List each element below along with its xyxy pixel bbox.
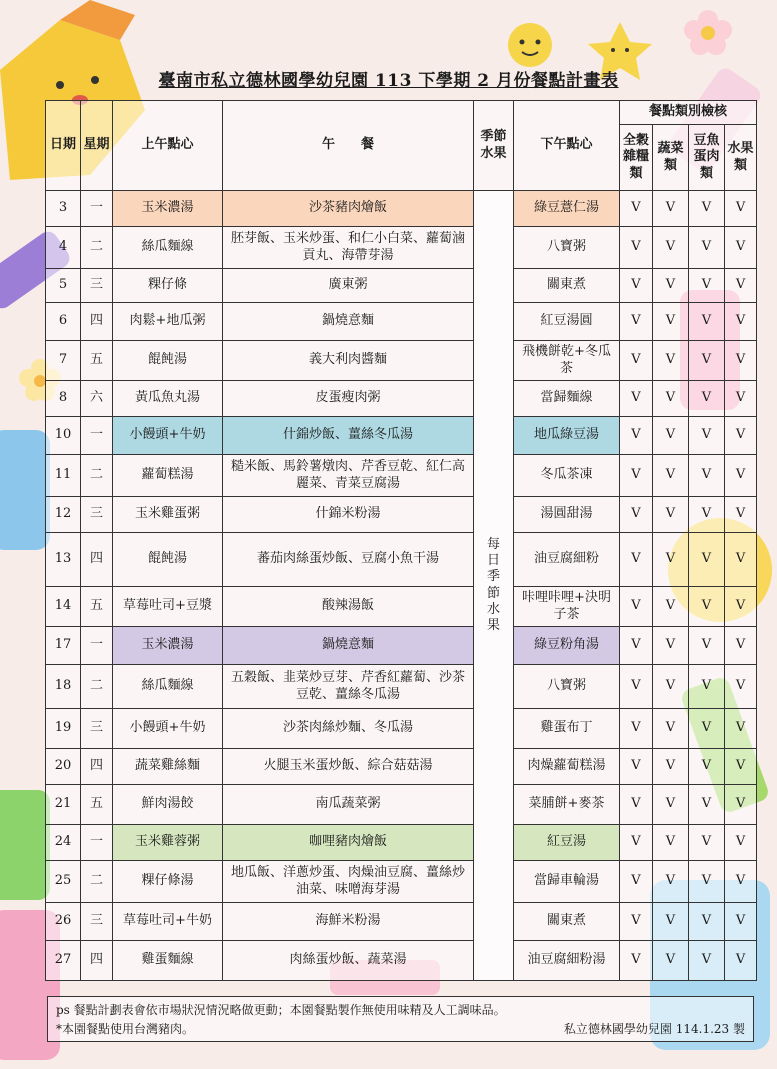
check-mark-cell: V bbox=[689, 941, 725, 981]
morning-snack-cell: 粿仔條 bbox=[113, 269, 223, 303]
date-header: 日期 bbox=[46, 101, 81, 191]
date-cell: 20 bbox=[46, 749, 81, 785]
check-mark-cell: V bbox=[689, 191, 725, 227]
date-cell: 7 bbox=[46, 341, 81, 381]
date-cell: 12 bbox=[46, 497, 81, 533]
weekday-cell: 二 bbox=[81, 227, 113, 269]
check-mark-cell: V bbox=[689, 417, 725, 455]
vegetable-header: 蔬菜類 bbox=[653, 125, 689, 191]
check-mark-cell: V bbox=[725, 341, 757, 381]
morning-snack-header: 上午點心 bbox=[113, 101, 223, 191]
date-cell: 13 bbox=[46, 533, 81, 587]
seasonal-fruit-header: 季節水果 bbox=[474, 101, 514, 191]
afternoon-snack-cell: 肉燥蘿蔔糕湯 bbox=[514, 749, 620, 785]
morning-snack-cell: 玉米濃湯 bbox=[113, 191, 223, 227]
afternoon-snack-cell: 雞蛋布丁 bbox=[514, 709, 620, 749]
check-mark-cell: V bbox=[620, 941, 653, 981]
weekday-cell: 二 bbox=[81, 665, 113, 709]
morning-snack-cell: 玉米雞蛋粥 bbox=[113, 497, 223, 533]
date-cell: 18 bbox=[46, 665, 81, 709]
check-mark-cell: V bbox=[725, 785, 757, 825]
morning-snack-cell: 小饅頭+牛奶 bbox=[113, 709, 223, 749]
check-mark-cell: V bbox=[620, 785, 653, 825]
menu-row bbox=[46, 785, 757, 825]
footer-note-2: *本園餐點使用台灣豬肉。 bbox=[56, 1022, 195, 1036]
check-mark-cell: V bbox=[689, 303, 725, 341]
footer-signature: 私立德林國學幼兒園 114.1.23 製 bbox=[563, 1022, 745, 1036]
weekday-cell: 一 bbox=[81, 191, 113, 227]
check-mark-cell: V bbox=[725, 227, 757, 269]
check-mark-cell: V bbox=[725, 455, 757, 497]
morning-snack-cell: 粿仔條湯 bbox=[113, 861, 223, 903]
menu-row bbox=[46, 303, 757, 341]
check-mark-cell: V bbox=[725, 627, 757, 665]
date-cell: 21 bbox=[46, 785, 81, 825]
morning-snack-cell: 玉米濃湯 bbox=[113, 627, 223, 665]
date-cell: 14 bbox=[46, 587, 81, 627]
check-mark-cell: V bbox=[620, 227, 653, 269]
menu-row bbox=[46, 191, 757, 227]
protein-header: 豆魚蛋肉類 bbox=[689, 125, 725, 191]
check-mark-cell: V bbox=[689, 825, 725, 861]
menu-row bbox=[46, 627, 757, 665]
date-cell: 27 bbox=[46, 941, 81, 981]
lunch-cell: 鍋燒意麵 bbox=[223, 303, 474, 341]
menu-row bbox=[46, 341, 757, 381]
weekday-header: 星期 bbox=[81, 101, 113, 191]
weekday-cell: 五 bbox=[81, 587, 113, 627]
menu-row bbox=[46, 749, 757, 785]
check-mark-cell: V bbox=[689, 269, 725, 303]
morning-snack-cell: 雞蛋麵線 bbox=[113, 941, 223, 981]
date-cell: 19 bbox=[46, 709, 81, 749]
check-mark-cell: V bbox=[725, 825, 757, 861]
check-mark-cell: V bbox=[725, 587, 757, 627]
morning-snack-cell: 小饅頭+牛奶 bbox=[113, 417, 223, 455]
weekday-cell: 六 bbox=[81, 381, 113, 417]
afternoon-snack-cell: 冬瓜茶凍 bbox=[514, 455, 620, 497]
weekday-cell: 三 bbox=[81, 903, 113, 941]
check-mark-cell: V bbox=[620, 269, 653, 303]
date-cell: 25 bbox=[46, 861, 81, 903]
weekday-cell: 四 bbox=[81, 941, 113, 981]
weekday-cell: 五 bbox=[81, 341, 113, 381]
weekday-cell: 一 bbox=[81, 825, 113, 861]
lunch-cell: 什錦米粉湯 bbox=[223, 497, 474, 533]
weekday-cell: 四 bbox=[81, 749, 113, 785]
check-mark-cell: V bbox=[620, 587, 653, 627]
afternoon-snack-cell: 飛機餅乾+冬瓜茶 bbox=[514, 341, 620, 381]
morning-snack-cell: 餛飩湯 bbox=[113, 533, 223, 587]
lunch-cell: 蕃茄肉絲蛋炒飯、豆腐小魚干湯 bbox=[223, 533, 474, 587]
menu-row bbox=[46, 381, 757, 417]
lunch-cell: 肉絲蛋炒飯、蔬菜湯 bbox=[223, 941, 474, 981]
weekday-cell: 三 bbox=[81, 269, 113, 303]
lunch-cell: 廣東粥 bbox=[223, 269, 474, 303]
lunch-cell: 地瓜飯、洋蔥炒蛋、肉燥油豆腐、薑絲炒油菜、味噌海芽湯 bbox=[223, 861, 474, 903]
menu-row bbox=[46, 861, 757, 903]
weekday-cell: 二 bbox=[81, 455, 113, 497]
morning-snack-cell: 肉鬆+地瓜粥 bbox=[113, 303, 223, 341]
check-mark-cell: V bbox=[725, 303, 757, 341]
check-mark-cell: V bbox=[725, 903, 757, 941]
footer-notes bbox=[47, 996, 754, 1042]
check-mark-cell: V bbox=[653, 303, 689, 341]
check-mark-cell: V bbox=[689, 861, 725, 903]
lunch-cell: 鍋燒意麵 bbox=[223, 627, 474, 665]
check-mark-cell: V bbox=[620, 381, 653, 417]
afternoon-snack-cell: 八寶粥 bbox=[514, 227, 620, 269]
afternoon-snack-cell: 紅豆湯 bbox=[514, 825, 620, 861]
date-cell: 4 bbox=[46, 227, 81, 269]
menu-row bbox=[46, 709, 757, 749]
fruit-header: 水果類 bbox=[725, 125, 757, 191]
weekday-cell: 四 bbox=[81, 303, 113, 341]
check-mark-cell: V bbox=[689, 709, 725, 749]
lunch-header: 午 餐 bbox=[223, 101, 474, 191]
lunch-cell: 咖哩豬肉燴飯 bbox=[223, 825, 474, 861]
check-mark-cell: V bbox=[725, 941, 757, 981]
check-mark-cell: V bbox=[689, 497, 725, 533]
date-cell: 24 bbox=[46, 825, 81, 861]
lunch-cell: 糙米飯、馬鈴薯燉肉、芹香豆乾、紅仁高麗菜、青菜豆腐湯 bbox=[223, 455, 474, 497]
afternoon-snack-cell: 咔哩咔哩+決明子茶 bbox=[514, 587, 620, 627]
check-mark-cell: V bbox=[653, 627, 689, 665]
menu-row bbox=[46, 227, 757, 269]
check-mark-cell: V bbox=[653, 381, 689, 417]
flower-icon bbox=[684, 10, 732, 55]
check-mark-cell: V bbox=[689, 587, 725, 627]
check-mark-cell: V bbox=[653, 785, 689, 825]
date-cell: 11 bbox=[46, 455, 81, 497]
morning-snack-cell: 草莓吐司+牛奶 bbox=[113, 903, 223, 941]
check-mark-cell: V bbox=[620, 191, 653, 227]
morning-snack-cell: 蔬菜雞絲麵 bbox=[113, 749, 223, 785]
check-mark-cell: V bbox=[620, 417, 653, 455]
check-mark-cell: V bbox=[689, 749, 725, 785]
date-cell: 5 bbox=[46, 269, 81, 303]
check-mark-cell: V bbox=[689, 627, 725, 665]
menu-row bbox=[46, 587, 757, 627]
check-mark-cell: V bbox=[653, 341, 689, 381]
page-title: 臺南市私立德林國學幼兒園 113 下學期 2 月份餐點計畫表 bbox=[158, 71, 619, 91]
lunch-cell: 皮蛋瘦肉粥 bbox=[223, 381, 474, 417]
lunch-cell: 什錦炒飯、薑絲冬瓜湯 bbox=[223, 417, 474, 455]
check-mark-cell: V bbox=[620, 861, 653, 903]
weekday-cell: 二 bbox=[81, 861, 113, 903]
lunch-cell: 酸辣湯飯 bbox=[223, 587, 474, 627]
date-cell: 3 bbox=[46, 191, 81, 227]
morning-snack-cell: 絲瓜麵線 bbox=[113, 665, 223, 709]
lunch-cell: 火腿玉米蛋炒飯、綜合菇菇湯 bbox=[223, 749, 474, 785]
crayon-icon bbox=[0, 430, 50, 550]
menu-row bbox=[46, 903, 757, 941]
check-mark-cell: V bbox=[689, 227, 725, 269]
afternoon-snack-cell: 關東煮 bbox=[514, 903, 620, 941]
date-cell: 17 bbox=[46, 627, 81, 665]
weekday-cell: 一 bbox=[81, 417, 113, 455]
menu-row bbox=[46, 497, 757, 533]
afternoon-snack-cell: 油豆腐細粉湯 bbox=[514, 941, 620, 981]
check-mark-cell: V bbox=[725, 533, 757, 587]
weekday-cell: 三 bbox=[81, 497, 113, 533]
date-cell: 10 bbox=[46, 417, 81, 455]
check-mark-cell: V bbox=[725, 191, 757, 227]
check-mark-cell: V bbox=[653, 587, 689, 627]
afternoon-snack-cell: 油豆腐細粉 bbox=[514, 533, 620, 587]
afternoon-snack-cell: 菜脯餅+麥茶 bbox=[514, 785, 620, 825]
check-mark-cell: V bbox=[620, 903, 653, 941]
check-mark-cell: V bbox=[620, 825, 653, 861]
date-cell: 26 bbox=[46, 903, 81, 941]
check-mark-cell: V bbox=[620, 341, 653, 381]
seasonal-fruit-text: 每日季節水果 bbox=[487, 536, 501, 633]
check-mark-cell: V bbox=[725, 709, 757, 749]
check-mark-cell: V bbox=[620, 709, 653, 749]
check-mark-cell: V bbox=[653, 455, 689, 497]
check-mark-cell: V bbox=[725, 417, 757, 455]
lunch-cell: 沙茶肉絲炒麵、冬瓜湯 bbox=[223, 709, 474, 749]
check-mark-cell: V bbox=[620, 749, 653, 785]
menu-row bbox=[46, 941, 757, 981]
weekday-cell: 五 bbox=[81, 785, 113, 825]
seasonal-fruit-cell bbox=[474, 191, 514, 981]
lunch-cell: 義大利肉醬麵 bbox=[223, 341, 474, 381]
check-mark-cell: V bbox=[725, 381, 757, 417]
check-mark-cell: V bbox=[653, 191, 689, 227]
check-mark-cell: V bbox=[653, 533, 689, 587]
check-mark-cell: V bbox=[653, 903, 689, 941]
date-cell: 6 bbox=[46, 303, 81, 341]
afternoon-snack-cell: 綠豆粉角湯 bbox=[514, 627, 620, 665]
weekday-cell: 一 bbox=[81, 627, 113, 665]
afternoon-snack-cell: 八寶粥 bbox=[514, 665, 620, 709]
check-mark-cell: V bbox=[725, 497, 757, 533]
check-mark-cell: V bbox=[620, 627, 653, 665]
crayon-icon bbox=[0, 790, 50, 900]
morning-snack-cell: 鮮肉湯餃 bbox=[113, 785, 223, 825]
morning-snack-cell: 草莓吐司+豆漿 bbox=[113, 587, 223, 627]
check-mark-cell: V bbox=[653, 825, 689, 861]
check-mark-cell: V bbox=[725, 861, 757, 903]
check-mark-cell: V bbox=[653, 227, 689, 269]
check-mark-cell: V bbox=[689, 903, 725, 941]
check-mark-cell: V bbox=[653, 709, 689, 749]
morning-snack-cell: 絲瓜麵線 bbox=[113, 227, 223, 269]
check-mark-cell: V bbox=[725, 269, 757, 303]
morning-snack-cell: 餛飩湯 bbox=[113, 341, 223, 381]
check-mark-cell: V bbox=[653, 665, 689, 709]
check-mark-cell: V bbox=[689, 341, 725, 381]
check-mark-cell: V bbox=[620, 455, 653, 497]
afternoon-snack-cell: 當歸車輪湯 bbox=[514, 861, 620, 903]
afternoon-snack-cell: 湯圓甜湯 bbox=[514, 497, 620, 533]
afternoon-snack-cell: 地瓜綠豆湯 bbox=[514, 417, 620, 455]
check-mark-cell: V bbox=[653, 861, 689, 903]
morning-snack-cell: 玉米雞蓉粥 bbox=[113, 825, 223, 861]
check-mark-cell: V bbox=[689, 785, 725, 825]
check-mark-cell: V bbox=[620, 303, 653, 341]
check-mark-cell: V bbox=[620, 497, 653, 533]
lunch-cell: 沙茶豬肉燴飯 bbox=[223, 191, 474, 227]
menu-row bbox=[46, 665, 757, 709]
afternoon-snack-cell: 紅豆湯圓 bbox=[514, 303, 620, 341]
weekday-cell: 三 bbox=[81, 709, 113, 749]
check-mark-cell: V bbox=[653, 941, 689, 981]
menu-row bbox=[46, 825, 757, 861]
check-mark-cell: V bbox=[653, 749, 689, 785]
grains-header: 全穀雜糧類 bbox=[620, 125, 653, 191]
menu-row bbox=[46, 417, 757, 455]
check-mark-cell: V bbox=[653, 417, 689, 455]
lunch-cell: 胚芽飯、玉米炒蛋、和仁小白菜、蘿蔔滷貢丸、海帶芽湯 bbox=[223, 227, 474, 269]
afternoon-snack-header: 下午點心 bbox=[514, 101, 620, 191]
morning-snack-cell: 蘿蔔糕湯 bbox=[113, 455, 223, 497]
menu-row bbox=[46, 269, 757, 303]
afternoon-snack-cell: 關東煮 bbox=[514, 269, 620, 303]
check-mark-cell: V bbox=[689, 665, 725, 709]
weekday-cell: 四 bbox=[81, 533, 113, 587]
check-mark-cell: V bbox=[689, 381, 725, 417]
check-mark-cell: V bbox=[725, 749, 757, 785]
menu-row bbox=[46, 455, 757, 497]
check-mark-cell: V bbox=[725, 665, 757, 709]
check-mark-cell: V bbox=[620, 533, 653, 587]
lunch-cell: 南瓜蔬菜粥 bbox=[223, 785, 474, 825]
lunch-cell: 五穀飯、韭菜炒豆芽、芹香紅蘿蔔、沙茶豆乾、薑絲冬瓜湯 bbox=[223, 665, 474, 709]
check-mark-cell: V bbox=[689, 455, 725, 497]
morning-snack-cell: 黃瓜魚丸湯 bbox=[113, 381, 223, 417]
menu-row bbox=[46, 533, 757, 587]
sun-face-icon bbox=[508, 23, 552, 67]
check-mark-cell: V bbox=[653, 497, 689, 533]
check-mark-cell: V bbox=[689, 533, 725, 587]
food-group-check-header: 餐點類別檢核 bbox=[620, 101, 757, 125]
footer-note-1: ps 餐點計劃表會依市場狀況情況略做更動；本園餐點製作無使用味精及人工調味品。 bbox=[56, 1003, 506, 1017]
check-mark-cell: V bbox=[653, 269, 689, 303]
date-cell: 8 bbox=[46, 381, 81, 417]
meal-plan-table bbox=[45, 100, 757, 981]
afternoon-snack-cell: 當歸麵線 bbox=[514, 381, 620, 417]
check-mark-cell: V bbox=[620, 665, 653, 709]
afternoon-snack-cell: 綠豆薏仁湯 bbox=[514, 191, 620, 227]
lunch-cell: 海鮮米粉湯 bbox=[223, 903, 474, 941]
